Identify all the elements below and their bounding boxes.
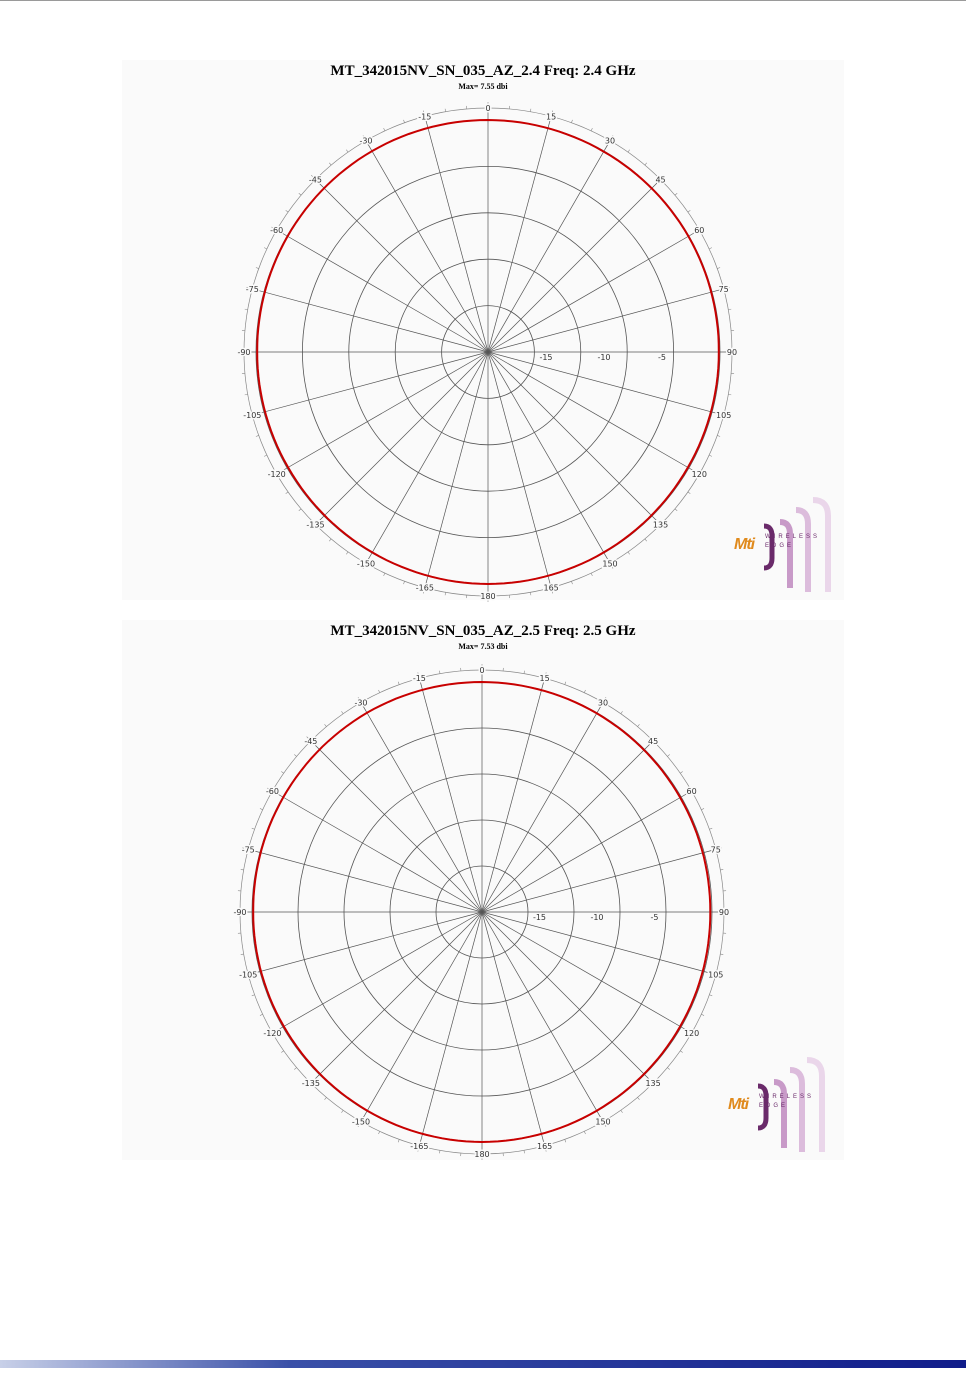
angle-tick-label: 150 (595, 1117, 611, 1127)
angle-tick-label: 60 (686, 787, 697, 796)
top-rule (0, 0, 966, 1)
outer-tick (252, 828, 255, 829)
outer-tick (688, 210, 690, 212)
outer-tick (591, 128, 592, 131)
angle-tick-label: -30 (354, 698, 368, 708)
chart-title: MT_342015NV_SN_035_AZ_2.4 Freq: 2.4 GHz (330, 63, 636, 79)
outer-tick (264, 248, 267, 249)
outer-tick (701, 1014, 704, 1015)
grid-spoke (419, 678, 482, 912)
grid-spoke (425, 352, 488, 588)
outer-tick (241, 954, 244, 955)
grid-spoke (366, 141, 488, 352)
grid-spoke (482, 912, 603, 1122)
angle-tick-label: 150 (602, 559, 618, 569)
angle-tick-label: -150 (356, 559, 376, 569)
grid-spoke (488, 116, 551, 352)
outer-tick (439, 671, 440, 674)
outer-tick (728, 394, 731, 395)
grid-spoke (482, 678, 545, 912)
outer-tick (628, 150, 630, 152)
outer-tick (709, 248, 712, 249)
outer-tick (260, 808, 263, 809)
outer-tick (645, 163, 647, 165)
outer-tick (709, 995, 712, 996)
radial-tick-label: -10 (597, 353, 611, 362)
outer-tick (717, 435, 720, 436)
grid-spoke (488, 289, 724, 352)
outer-tick (565, 682, 566, 685)
angle-tick-label: -30 (359, 136, 373, 146)
outer-tick (299, 193, 301, 195)
outer-tick (728, 309, 731, 310)
outer-tick (530, 592, 531, 595)
outer-tick (571, 581, 572, 584)
angle-tick-label: -15 (412, 674, 426, 684)
outer-tick (384, 128, 385, 131)
angle-tick-label: -60 (270, 226, 284, 235)
outer-tick (404, 120, 405, 123)
outer-tick (524, 1150, 525, 1153)
outer-tick (329, 539, 331, 541)
outer-tick (346, 552, 348, 554)
angle-tick-label: 0 (479, 666, 485, 675)
outer-tick (241, 869, 244, 870)
outer-tick (621, 711, 623, 713)
grid-spoke (482, 912, 692, 1033)
outer-tick (638, 724, 640, 726)
grid-spoke (272, 791, 482, 912)
outer-tick (260, 1014, 263, 1015)
angle-tick-label: 45 (648, 736, 659, 746)
outer-tick (378, 690, 379, 693)
angle-tick-label: 90 (726, 348, 738, 357)
grid-spoke (315, 179, 488, 352)
angle-tick-label: 105 (716, 411, 732, 421)
grid-spoke (482, 791, 692, 912)
grid-spoke (361, 702, 482, 912)
angle-tick-label: 30 (604, 136, 616, 146)
grid-spoke (361, 912, 482, 1122)
grid-spoke (488, 352, 699, 474)
grid-spoke (311, 912, 482, 1083)
angle-tick-label: -135 (301, 1079, 320, 1089)
angle-tick-label: -165 (415, 583, 434, 593)
outer-tick (329, 163, 331, 165)
angle-tick-label: 105 (708, 970, 724, 980)
angle-tick-label: 180 (480, 592, 496, 601)
angle-tick-label: 75 (710, 845, 721, 855)
grid-spoke (482, 849, 716, 912)
outer-tick (680, 771, 682, 773)
chart-subtitle: Max= 7.55 dbi (458, 82, 508, 91)
grid-spoke (311, 741, 482, 912)
outer-tick (294, 755, 296, 757)
mti-wireless-edge-logo (722, 1056, 832, 1156)
angle-tick-label: -90 (233, 908, 247, 917)
outer-tick (398, 1139, 399, 1142)
outer-tick (709, 455, 712, 456)
angle-tick-label: 165 (536, 1141, 553, 1151)
outer-tick (675, 509, 677, 511)
grid-spoke (248, 912, 482, 975)
outer-tick (701, 808, 704, 809)
angle-tick-label: 15 (539, 674, 550, 684)
angle-tick-label: -75 (241, 845, 255, 855)
angle-tick-label: 45 (655, 175, 666, 185)
outer-tick (398, 682, 399, 685)
grid-spoke (315, 352, 488, 525)
angle-tick-label: -120 (267, 470, 286, 479)
radial-tick-label: -5 (658, 353, 666, 362)
outer-tick (325, 724, 327, 726)
radial-tick-label: -15 (532, 913, 547, 922)
outer-tick (638, 1097, 640, 1099)
grid-spoke (277, 352, 488, 474)
grid-spoke (482, 702, 603, 912)
grid-spoke (252, 289, 488, 352)
outer-tick (680, 1051, 682, 1053)
outer-tick (524, 671, 525, 674)
outer-tick (245, 309, 248, 310)
outer-tick (530, 109, 531, 112)
angle-tick-label: 165 (543, 583, 559, 593)
outer-tick (565, 1139, 566, 1142)
outer-tick (341, 1110, 343, 1112)
grid-spoke (488, 141, 610, 352)
outer-tick (445, 109, 446, 112)
outer-tick (584, 1131, 585, 1134)
grid-spoke (248, 849, 482, 912)
angle-tick-label: -75 (245, 284, 259, 294)
grid-spoke (488, 179, 661, 352)
angle-tick-label: 90 (718, 908, 730, 917)
outer-tick (294, 1068, 296, 1070)
radial-tick-label: -15 (539, 353, 553, 362)
outer-tick (256, 435, 259, 436)
outer-tick (445, 592, 446, 595)
chart-subtitle: Max= 7.53 dbi (458, 642, 508, 651)
polar-chart-2-5ghz (122, 620, 844, 1160)
outer-tick (720, 869, 723, 870)
radial-tick-label: -5 (650, 913, 659, 922)
outer-tick (325, 1097, 327, 1099)
outer-tick (645, 539, 647, 541)
angle-tick-label: -60 (265, 787, 279, 796)
grid-spoke (252, 352, 488, 415)
outer-tick (286, 492, 288, 494)
angle-tick-label: 180 (474, 1150, 490, 1159)
outer-tick (709, 828, 712, 829)
angle-tick-label: 75 (718, 284, 729, 294)
angle-tick-label: 30 (597, 698, 609, 708)
grid-spoke (425, 116, 488, 352)
angle-tick-label: -120 (263, 1029, 282, 1038)
angle-tick-label: -90 (237, 348, 251, 357)
outer-tick (346, 150, 348, 152)
grid-spoke (488, 352, 661, 525)
outer-tick (591, 573, 592, 576)
angle-tick-label: -15 (418, 112, 432, 122)
outer-tick (281, 771, 283, 773)
outer-tick (628, 552, 630, 554)
angle-tick-label: 0 (485, 104, 491, 113)
outer-tick (571, 120, 572, 123)
grid-spoke (488, 352, 610, 563)
logo-word-edge: EDGE (765, 543, 795, 549)
grid-spoke (488, 230, 699, 352)
grid-spoke (482, 741, 653, 912)
outer-tick (584, 690, 585, 693)
angle-tick-label: -135 (306, 520, 325, 530)
outer-tick (384, 573, 385, 576)
logo-word-edge: EDGE (759, 1103, 789, 1109)
footer-bar (0, 1360, 966, 1368)
grid-spoke (482, 912, 545, 1146)
angle-tick-label: 135 (652, 520, 669, 530)
logo-mark: Mti (728, 1096, 749, 1113)
outer-tick (439, 1150, 440, 1153)
logo-word-wireless: WIRELESS (759, 1094, 815, 1100)
outer-tick (245, 394, 248, 395)
outer-tick (404, 581, 405, 584)
outer-tick (281, 1051, 283, 1053)
angle-tick-label: 120 (691, 470, 707, 479)
outer-tick (378, 1131, 379, 1134)
outer-tick (720, 954, 723, 955)
outer-tick (299, 509, 301, 511)
outer-tick (675, 193, 677, 195)
angle-tick-label: -105 (239, 970, 258, 980)
grid-spoke (482, 912, 653, 1083)
angle-tick-label: -45 (304, 736, 318, 746)
angle-tick-label: -105 (243, 411, 262, 421)
angle-tick-label: 120 (683, 1029, 700, 1038)
outer-tick (264, 455, 267, 456)
outer-tick (256, 268, 259, 269)
chart-title: MT_342015NV_SN_035_AZ_2.5 Freq: 2.5 GHz (330, 623, 636, 639)
grid-spoke (366, 352, 488, 563)
grid-spoke (419, 912, 482, 1146)
outer-tick (286, 210, 288, 212)
mti-wireless-edge-logo (728, 496, 838, 596)
grid-spoke (277, 230, 488, 352)
outer-tick (667, 1068, 669, 1070)
grid-spoke (488, 352, 551, 588)
angle-tick-label: 15 (546, 112, 557, 122)
outer-tick (717, 268, 720, 269)
outer-tick (341, 711, 343, 713)
outer-tick (667, 755, 669, 757)
angle-tick-label: -165 (410, 1141, 429, 1151)
angle-tick-label: -45 (308, 175, 323, 185)
logo-mark: Mti (734, 536, 755, 553)
radial-tick-label: -10 (590, 913, 604, 922)
angle-tick-label: 60 (694, 226, 705, 235)
outer-tick (621, 1110, 623, 1112)
outer-tick (688, 492, 690, 494)
logo-word-wireless: WIRELESS (765, 534, 821, 540)
outer-tick (252, 995, 255, 996)
polar-chart-2-4ghz (122, 60, 844, 600)
angle-tick-label: 135 (645, 1079, 661, 1089)
angle-tick-label: -150 (351, 1117, 371, 1127)
grid-spoke (272, 912, 482, 1033)
